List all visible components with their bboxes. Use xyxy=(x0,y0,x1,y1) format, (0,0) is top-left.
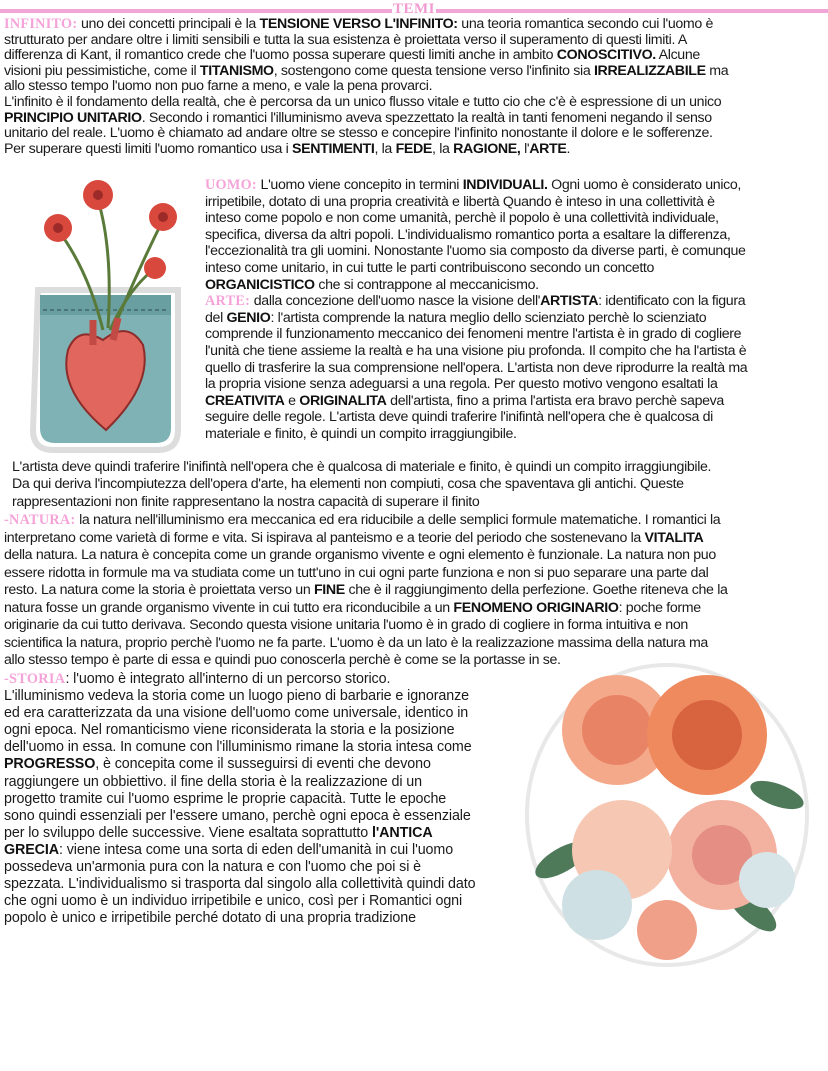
text-run: : identificato con la figura xyxy=(598,293,746,310)
text-run: natura fosse un grande organismo vivente in cui tutto era riconducibile a un xyxy=(4,599,454,616)
text-line xyxy=(205,393,747,410)
text-line xyxy=(4,530,728,548)
text-line xyxy=(4,739,475,756)
bold-keyword: VITALITA xyxy=(644,529,704,546)
text-run: uno dei concetti principali è la xyxy=(77,16,260,32)
text-line xyxy=(4,722,475,739)
text-run: L'uomo viene concepito in termini xyxy=(256,177,463,193)
text-run: interpretano come varietà di forme e vita. Si ispirava al panteismo e a teorie del periodo che sostenevano la xyxy=(4,529,645,546)
text-line xyxy=(4,565,728,583)
text-line xyxy=(4,808,475,825)
text-run: allo stesso tempo è parte di essa e quindi puo conoscerla perchè è come se la portasse in se. xyxy=(4,652,561,668)
text-run: L'infinito è il fondamento della realtà, che è percorsa da un unico flusso vitale e tutto cio che c'è è espressione di un unico xyxy=(4,93,722,110)
text-run: L'artista deve quindi traferire l'inifintà nell'opera che è qualcosa di materiale e finito, è quindi un compito irraggiungibile. xyxy=(12,459,712,475)
text-run: : l'uomo è integrato all'interno di un percorso storico. xyxy=(65,671,391,687)
text-run: , è concepita come il susseguirsi di eventi che devono xyxy=(95,756,431,773)
bold-keyword: PRINCIPIO UNITARIO xyxy=(4,109,142,126)
bold-keyword: GRECIA xyxy=(4,841,60,858)
bold-keyword: ORGANICISTICO xyxy=(205,276,315,293)
text-run: Per superare questi limiti l'uomo romantico usa i xyxy=(4,140,293,157)
text-run: , sostengono come questa tensione verso l'infinito sia xyxy=(273,62,594,79)
text-run: comprende il funzionamento meccanico dei fenomeni mentre l'artista è in grado di cogliere xyxy=(205,326,742,343)
text-run: : poche forme xyxy=(618,599,701,616)
text-run: per lo sviluppo delle successive. Viene esaltata soprattutto xyxy=(4,824,372,841)
text-line xyxy=(205,260,747,277)
bold-keyword: FEDE xyxy=(395,140,433,157)
text-run: differenza di Kant, il romantico crede che l'uomo possa superare questi limiti anche in ambito xyxy=(4,47,557,64)
text-line xyxy=(4,910,475,927)
text-line xyxy=(205,360,747,377)
text-run: : viene intesa come una sorta di eden dell'umanità in cui l'uomo xyxy=(59,841,454,858)
text-line xyxy=(4,688,475,705)
text-run: raggiungere un obbiettivo. il fine della storia è la realizzazione di un xyxy=(4,773,423,790)
text-line xyxy=(12,459,711,476)
text-run: , la xyxy=(432,140,454,157)
text-run: strutturato per andare oltre i limiti sensibili e tutta la sua esistenza è proiettata verso il superamento di questi limiti. A xyxy=(4,31,687,48)
heart-pocket-sticker-image xyxy=(18,160,193,460)
text-line xyxy=(4,842,475,859)
section-heading: UOMO: xyxy=(205,177,257,193)
text-line xyxy=(4,79,728,95)
text-line xyxy=(4,705,475,722)
text-line xyxy=(4,600,728,618)
section-heading: ARTE: xyxy=(205,293,251,310)
text-run: , la xyxy=(374,140,396,157)
bold-keyword: RAGIONE, xyxy=(453,140,521,157)
bold-keyword: TENSIONE VERSO L'INFINITO: xyxy=(259,16,458,32)
bold-keyword: CREATIVITA xyxy=(205,392,285,409)
text-line xyxy=(205,326,747,343)
text-run: la propria visione senza adeguarsi a una regola. Per questo motivo vengono esaltati la xyxy=(205,376,718,393)
text-line xyxy=(4,582,728,600)
text-run: irripetibile, dotato di una propria creatività e libertà Quando è inteso in una collettività è xyxy=(205,193,715,210)
text-run: unitario del reale. L'uomo è chiamato ad andare oltre se stesso e concepire l'infinito nonostante il dolore e le sofferenze. xyxy=(4,125,713,142)
text-line xyxy=(4,547,728,565)
text-run: sono quindi essenziali per l'essere umano, perchè ogni epoca è essenziale xyxy=(4,807,471,824)
text-line xyxy=(205,310,747,327)
bold-keyword: CONOSCITIVO. xyxy=(556,47,656,64)
text-run: Ogni uomo è considerato unico, xyxy=(547,177,741,193)
text-run: Da qui deriva l'incompiutezza dell'opera d'arte, ha elementi non compiuti, cosa che spaventava gli antichi. Queste xyxy=(12,476,684,493)
text-run: seguire delle regole. L'artista deve quindi traferire l'inifintà nell'opera che è qualcosa di xyxy=(205,409,713,426)
text-line xyxy=(4,17,728,33)
bold-keyword: IRREALIZZABILE xyxy=(593,62,706,79)
text-run: . Secondo i romantici l'illuminismo aveva spezzettato la realtà in tanti fenomeni negando il senso xyxy=(141,109,712,126)
bold-keyword: l'ANTICA xyxy=(371,824,433,841)
text-run: una teoria romantica secondo cui l'uomo è xyxy=(457,16,714,32)
text-run: inteso come unitario, in cui tutte le parti contribuiscono secondo un concetto xyxy=(205,259,655,276)
text-run: materiale e finito, è quindi un compito irraggiungibile. xyxy=(205,425,517,442)
text-line xyxy=(4,111,728,127)
text-line xyxy=(4,893,475,910)
bold-keyword: FENOMENO ORIGINARIO xyxy=(453,599,619,616)
text-line xyxy=(205,293,747,310)
section-heading: -NATURA: xyxy=(4,512,76,528)
text-run: essere ridotta in formule ma va studiata come un tutt'uno in cui ogni parte funziona e non si puo separare una parte dal xyxy=(4,564,709,581)
bold-keyword: PROGRESSO xyxy=(4,756,96,773)
bold-keyword: INDIVIDUALI. xyxy=(462,177,548,193)
text-run: dell'artista, fino a prima l'artista era bravo perchè sapeva xyxy=(386,392,724,409)
section-storia xyxy=(4,671,475,927)
text-run: la natura nell'illuminismo era meccanica ed era riducibile a delle semplici formule matematiche. I romantici la xyxy=(75,512,721,528)
text-line xyxy=(4,95,728,111)
text-run: rappresentazioni non finite rappresentano la nostra capacità di superare il finito xyxy=(12,493,480,510)
text-run: : l'artista comprende la natura meglio dello scienziato perchè lo scienziato xyxy=(270,309,707,326)
text-run: ogni epoca. Nel romanticismo viene riconsiderata la storia e la posizione xyxy=(4,722,455,739)
text-line xyxy=(205,227,747,244)
text-line xyxy=(205,426,747,443)
text-line xyxy=(4,671,475,688)
text-run: ed era caratterizzata da una visione dell'uomo come universale, identico in xyxy=(4,705,469,722)
text-line xyxy=(4,635,728,653)
section-heading: -STORIA xyxy=(4,671,66,687)
text-line xyxy=(4,791,475,808)
text-line xyxy=(4,774,475,791)
text-run: ma xyxy=(705,62,729,79)
text-run: della natura. La natura è concepita come un grande organismo vivente e ogni elemento è funzionale. La natura non puo xyxy=(4,547,716,563)
section-infinito xyxy=(4,17,728,157)
text-line xyxy=(4,756,475,773)
text-run: quello di trasferire la sua comprensione nell'opera. L'artista non deve riprodurre la realtà ma xyxy=(205,359,748,376)
bold-keyword: TITANISMO xyxy=(199,62,274,79)
text-line xyxy=(205,277,747,294)
text-line xyxy=(205,376,747,393)
bold-keyword: ARTISTA xyxy=(540,293,599,310)
text-line xyxy=(4,64,728,80)
text-line xyxy=(205,243,747,260)
bold-keyword: FINE xyxy=(313,582,345,598)
text-run: che si contrappone al meccanicismo. xyxy=(314,276,539,293)
text-line xyxy=(205,343,747,360)
section-uomo-arte xyxy=(205,177,747,443)
peony-flowers-sticker-image xyxy=(522,660,812,970)
text-run: del xyxy=(205,309,227,326)
text-run: e xyxy=(284,392,300,409)
text-run: popolo è unico e irripetibile perché dotato di una propria tradizione xyxy=(4,910,416,927)
text-run: specifica, diversa da altri popoli. L'individualismo romantico porta a esaltare la differenza, xyxy=(205,226,731,243)
text-line xyxy=(205,210,747,227)
text-line xyxy=(4,617,728,635)
text-run: . xyxy=(566,140,571,157)
text-run: dalla concezione dell'uomo nasce la visione dell' xyxy=(250,293,541,310)
text-run: allo stesso tempo l'uomo non puo farne a meno, e vale la pena provarci. xyxy=(4,78,433,95)
text-line xyxy=(205,409,747,426)
section-heading: INFINITO: xyxy=(4,16,78,32)
text-run: scientifica la natura, proprio perchè l'uomo ne fa parte. L'uomo è da un lato è la realizzazione massima della natura ma xyxy=(4,634,708,651)
text-run: resto. La natura come la storia è proiettata verso un xyxy=(4,582,314,598)
text-line xyxy=(12,476,711,493)
text-line xyxy=(4,825,475,842)
text-line xyxy=(205,177,747,194)
text-run: dell'uomo in essa. In comune con l'illuminismo rimane la storia intesa come xyxy=(4,739,472,756)
text-line xyxy=(4,48,728,64)
text-line xyxy=(4,512,728,530)
text-run: L'illuminismo vedeva la storia come un luogo pieno di barbarie e ignoranze xyxy=(4,688,470,705)
page-title: TEMI xyxy=(392,1,435,17)
text-line xyxy=(4,859,475,876)
text-run: possedeva un'armonia pura con la natura e con l'uomo che poi si è xyxy=(4,859,422,876)
text-line xyxy=(4,142,728,158)
text-run: che è il raggiungimento della perfezione. Goethe riteneva che la xyxy=(344,582,728,598)
text-run: inteso come popolo e non come umanità, perchè il popolo è una collettività individuale, xyxy=(205,210,719,227)
text-run: l'eccezionalità tra gli uomini. Nonostante l'uomo sia composto da diverse parti, è comunque xyxy=(205,243,746,260)
text-run: originarie da cui tutto derivava. Secondo questa visione unitaria l'uomo è in grado di cogliere in forma intuitiva e non xyxy=(4,617,688,633)
text-run: l' xyxy=(520,140,530,157)
text-line xyxy=(4,876,475,893)
text-line xyxy=(4,126,728,142)
section-arte-continued xyxy=(12,459,711,511)
text-run: l'unità che tiene assieme la realtà e ha una visione piu profonda. Il compito che ha l'artista è xyxy=(205,342,747,359)
text-run: spezzata. L'individualismo si trasporta dal singolo alla collettività quindi dato xyxy=(4,876,476,893)
text-run: Alcune xyxy=(655,47,700,64)
bold-keyword: ORIGINALITA xyxy=(299,392,387,409)
text-run: progetto tramite cui l'uomo esprime le proprie capacità. Tutte le epoche xyxy=(4,790,447,807)
text-run: che ogni uomo è un individuo irripetibile e unico, così per i Romantici ogni xyxy=(4,893,463,910)
text-line xyxy=(205,194,747,211)
bold-keyword: ARTE xyxy=(529,140,567,157)
text-line xyxy=(4,33,728,49)
section-natura xyxy=(4,512,728,670)
text-line xyxy=(12,494,711,511)
bold-keyword: SENTIMENTI xyxy=(292,140,375,157)
text-run: visioni piu pessimistiche, come il xyxy=(4,62,200,79)
bold-keyword: GENIO xyxy=(226,309,271,326)
